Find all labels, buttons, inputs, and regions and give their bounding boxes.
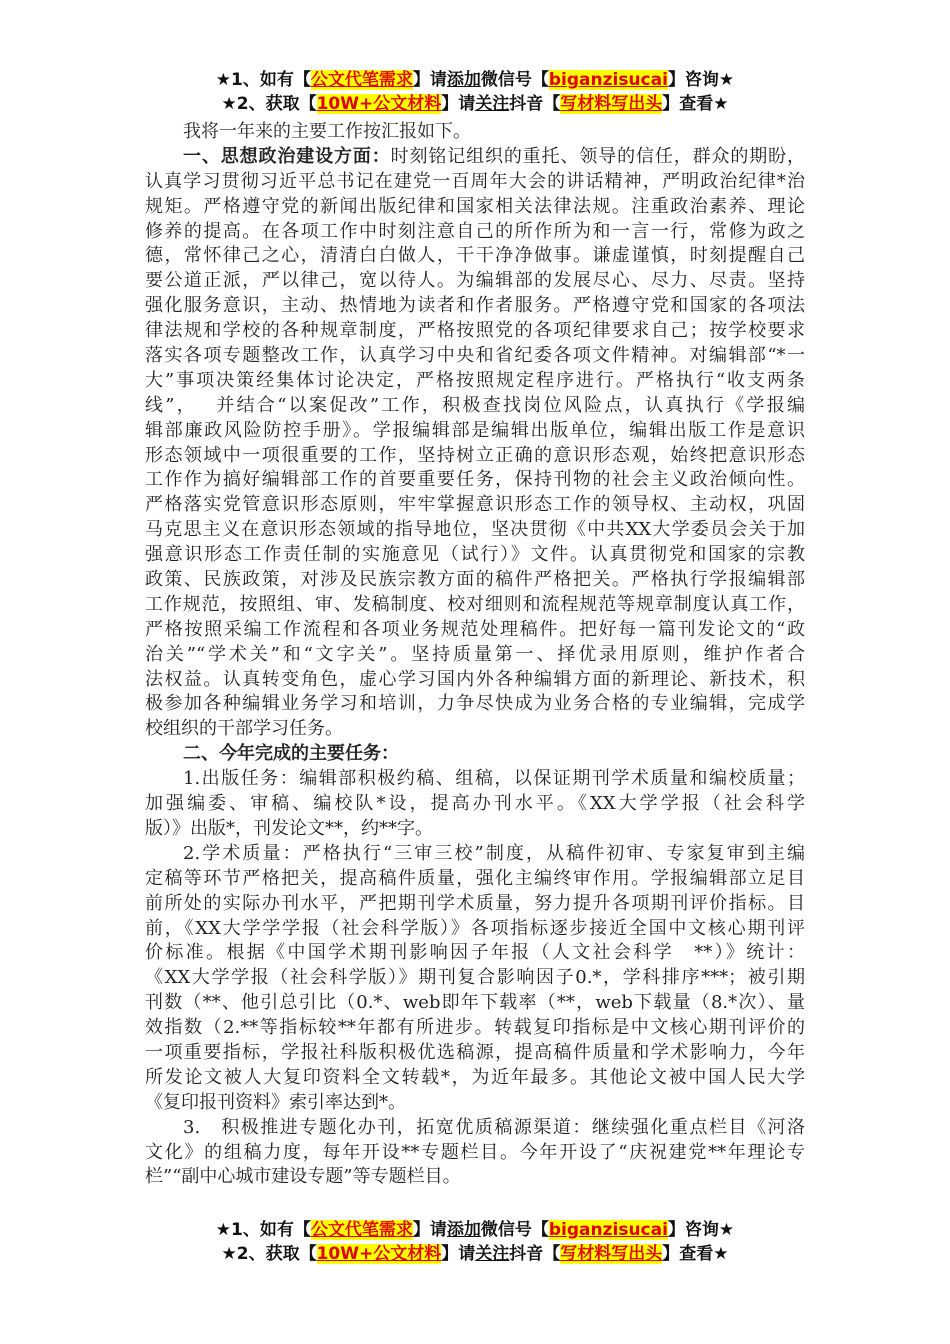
section1-line: 修养的提高。在各项工作中时刻注意自己的所作所为和一言一行，常修为政之 (145, 220, 805, 242)
section1-line: 强意识形态工作责任制的实施意见（试行）》文件。认真贯彻党和国家的宗教 (145, 544, 805, 566)
promo-line-2: ★2、获取【10W+公文材料】请关注抖音【写材料写出头】查看★ (221, 94, 729, 114)
highlight-materials: 10W+公文材料 (316, 94, 442, 114)
section1-line: 律法规和学校的各种规章制度，严格按照党的各项纪律要求自己；按学校要求 (145, 320, 805, 342)
highlight-wechat-id: biganzisucai (548, 70, 668, 90)
highlight-douyin: 写材料写出头 (560, 1244, 663, 1264)
section1-line: 线”， 并结合“以案促改”工作，积极查找岗位风险点，认真执行《学报编 (145, 394, 805, 416)
section1-line: 认真学习贯彻习近平总书记在建党一百周年大会的讲话精神，严明政治纪律*治 (145, 170, 805, 192)
section1-line: 辑部廉政风险防控手册》。学报编辑部是编辑出版单位，编辑出版工作是意识 (145, 419, 805, 441)
task-item-1-line: 加强编委、审稿、编校队*设，提高办刊水平。《XX大学学报（社会科学 (145, 793, 805, 815)
section1-line: 工作作为搞好编辑部工作的首要重要任务，保持刊物的社会主义政治倾向性。 (145, 469, 805, 491)
task-item-2-line: 效指数（2.**等指标较**年都有所进步。转载复印指标是中文核心期刊评价的 (145, 1017, 805, 1039)
task-item-3-line: 文化》的组稿力度，每年开设**专题栏目。今年开设了“庆祝建党**年理论专 (145, 1141, 805, 1163)
task-item-2-line: 一项重要指标，学报社科版积极优选稿源，提高稿件质量和学术影响力，今年 (145, 1041, 805, 1063)
section1-line: 要公道正派，严以律己，宽以待人。为编辑部的发展尽心、尽力、尽责。坚持 (145, 270, 805, 292)
task-item-2-line: 前，《XX大学学学报（社会科学版）》各项指标逐步接近全国中文核心期刊评 (145, 917, 805, 939)
section1-line: 落实各项专题整改工作，认真学习中央和省纪委各项文件精神。对编辑部“*一 (145, 345, 805, 367)
task-item-1-line: 版）》出版*，刊发论文**，约**字。 (145, 817, 433, 839)
promo-line-1: ★1、如有【公文代笔需求】请添加微信号【biganzisucai】咨询★ (215, 70, 735, 90)
task-item-2-line: 前所处的实际办刊水平，严把期刊学术质量，努力提升各项期刊评价指标。目 (145, 892, 805, 914)
task-item-2-line: 所发论文被人大复印资料全文转载*，为近年最多。其他论文被中国人民大学 (145, 1066, 805, 1088)
intro-paragraph: 我将一年来的主要工作按汇报如下。 (183, 121, 471, 142)
section1-line: 规矩。严格遵守党的新闻出版纪律和国家相关法律法规。注重政治素养、理论 (145, 195, 805, 217)
highlight-materials: 10W+公文材料 (316, 1244, 442, 1264)
promo-line-1: ★1、如有【公文代笔需求】请添加微信号【biganzisucai】咨询★ (215, 1220, 735, 1240)
task-item-2-line: 刊数（**、他引总引比（0.*、web即年下载率（**，web下载量（8.*次）、量 (145, 992, 805, 1014)
section1-line: 严格落实党管意识形态原则，牢牢掌握意识形态工作的领导权、主动权，巩固 (145, 494, 805, 516)
highlight-douyin: 写材料写出头 (560, 94, 663, 114)
section1-heading: 一、思想政治建设方面： (183, 145, 391, 167)
section1-line: 大”事项决策经集体讨论决定，严格按照规定程序进行。严格执行“收支两条 (145, 369, 805, 391)
section1-line: 法权益。认真转变角色，虚心学习国内外各种编辑方面的新理论、新技术，积 (145, 668, 805, 690)
section1-line: 校组织的干部学习任务。 (145, 718, 343, 740)
highlight-service: 公文代笔需求 (310, 1220, 413, 1240)
promo-banner-top (0, 68, 950, 116)
task-item-2-line: 价标准。根据《中国学术期刊影响因子年报（人文社会科学 **）》统计： (145, 942, 805, 964)
section1-line: 治关”“学术关”和“文字关”。坚持质量第一、择优录用原则，维护作者合 (145, 643, 805, 665)
section1-line: 严格按照采编工作流程和各项业务规范处理稿件。把好每一篇刊发论文的“政 (145, 618, 805, 640)
section1-line: 强化服务意识，主动、热情地为读者和作者服务。严格遵守党和国家的各项法 (145, 295, 805, 317)
section1-text: 时刻铭记组织的重托、领导的信任，群众的期盼， (390, 145, 805, 167)
section1-line: 政策、民族政策，对涉及民族宗教方面的稿件严格把关。严格执行学报编辑部 (145, 569, 805, 591)
document-body (145, 120, 805, 1190)
task-item-2-line: 定稿等环节严格把关，提高稿件质量，强化主编终审作用。学报编辑部立足目 (145, 867, 805, 889)
promo-banner-bottom (0, 1218, 950, 1266)
task-item-2-line: 《复印报刊资料》索引率达到*。 (145, 1091, 406, 1113)
task-item-3-line: 栏”“副中心城市建设专题”等专题栏目。 (145, 1166, 461, 1188)
section1-line: 德，常怀律己之心，清清白白做人，干干净净做事。谦虚谨慎，时刻提醒自己 (145, 245, 805, 267)
section1-line: 极参加各种编辑业务学习和培训，力争尽快成为业务合格的专业编辑，完成学 (145, 693, 805, 715)
task-item-3-line: 3. 积极推进专题化办刊，拓宽优质稿源渠道：继续强化重点栏目《河洛 (183, 1116, 805, 1138)
section1-line: 形态领域中一项很重要的工作，坚持树立正确的意识形态观，始终把意识形态 (145, 444, 805, 466)
promo-line-2: ★2、获取【10W+公文材料】请关注抖音【写材料写出头】查看★ (221, 1244, 729, 1264)
section1-line: 工作规范，按照组、审、发稿制度、校对细则和流程规范等规章制度认真工作， (145, 593, 805, 615)
task-item-1-line: 1.出版任务：编辑部积极约稿、组稿，以保证期刊学术质量和编校质量； (183, 768, 805, 790)
highlight-service: 公文代笔需求 (310, 70, 413, 90)
section1-line: 马克思主义在意识形态领域的指导地位，坚决贯彻《中共XX大学委员会关于加 (145, 519, 805, 541)
section2-heading: 二、今年完成的主要任务： (183, 743, 399, 765)
highlight-wechat-id: biganzisucai (548, 1220, 668, 1240)
section1-first-line (145, 145, 805, 170)
task-item-2-line: 《XX大学学报（社会科学版）》期刊复合影响因子0.*，学科排序***；被引期 (145, 967, 805, 989)
task-item-2-line: 2.学术质量：严格执行“三审三校”制度，从稿件初审、专家复审到主编 (183, 842, 805, 864)
